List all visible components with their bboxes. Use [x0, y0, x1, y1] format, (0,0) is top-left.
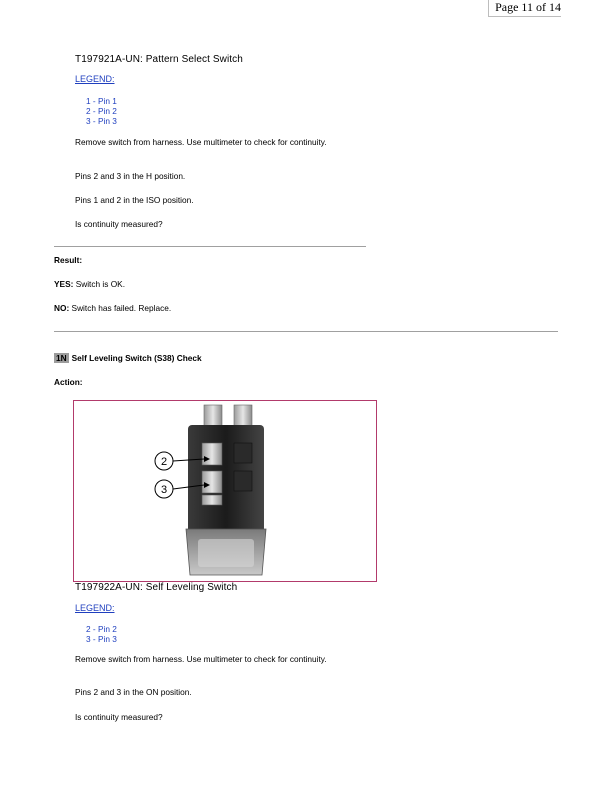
legend-item: 3 - Pin 3: [86, 116, 117, 126]
step-header: [54, 353, 202, 363]
step-number-badge: 1N: [56, 353, 67, 363]
legend-link[interactable]: LEGEND:: [75, 603, 115, 613]
result-yes: [54, 279, 125, 289]
result-no: [54, 303, 171, 313]
condition-text: Pins 2 and 3 in the H position.: [75, 171, 186, 181]
figure-caption-pattern-select: T197921A-UN: Pattern Select Switch: [75, 54, 243, 65]
yes-label: YES:: [54, 279, 74, 289]
yes-text: Switch is OK.: [75, 279, 126, 289]
legend-item: 1 - Pin 1: [86, 96, 117, 106]
instruction-text: Remove switch from harness. Use multimeter to check for continuity.: [75, 654, 327, 664]
condition-text: Pins 2 and 3 in the ON position.: [75, 687, 192, 697]
no-label: NO:: [54, 303, 70, 313]
switch-photo: [73, 400, 377, 582]
callout-label-3: 3: [160, 484, 168, 496]
callout-label-2: 2: [160, 456, 168, 468]
condition-text: Pins 1 and 2 in the ISO position.: [75, 195, 194, 205]
step-title: Self Leveling Switch (S38) Check: [71, 353, 202, 363]
no-text: Switch has failed. Replace.: [71, 303, 172, 313]
page-number: Page 11 of 14: [488, 0, 561, 17]
figure-caption-self-leveling: T197922A-UN: Self Leveling Switch: [75, 582, 238, 593]
instruction-text: Remove switch from harness. Use multimeter to check for continuity.: [75, 137, 327, 147]
question-text: Is continuity measured?: [75, 712, 163, 722]
self-leveling-switch-image: [74, 401, 376, 581]
legend-item: 3 - Pin 3: [86, 634, 117, 644]
legend-item: 2 - Pin 2: [86, 106, 117, 116]
action-label: Action:: [54, 377, 83, 387]
divider: [54, 331, 558, 332]
legend-link[interactable]: LEGEND:: [75, 74, 115, 84]
legend-item: 2 - Pin 2: [86, 624, 117, 634]
question-text: Is continuity measured?: [75, 219, 163, 229]
result-heading: Result:: [54, 255, 83, 265]
divider: [54, 246, 366, 247]
